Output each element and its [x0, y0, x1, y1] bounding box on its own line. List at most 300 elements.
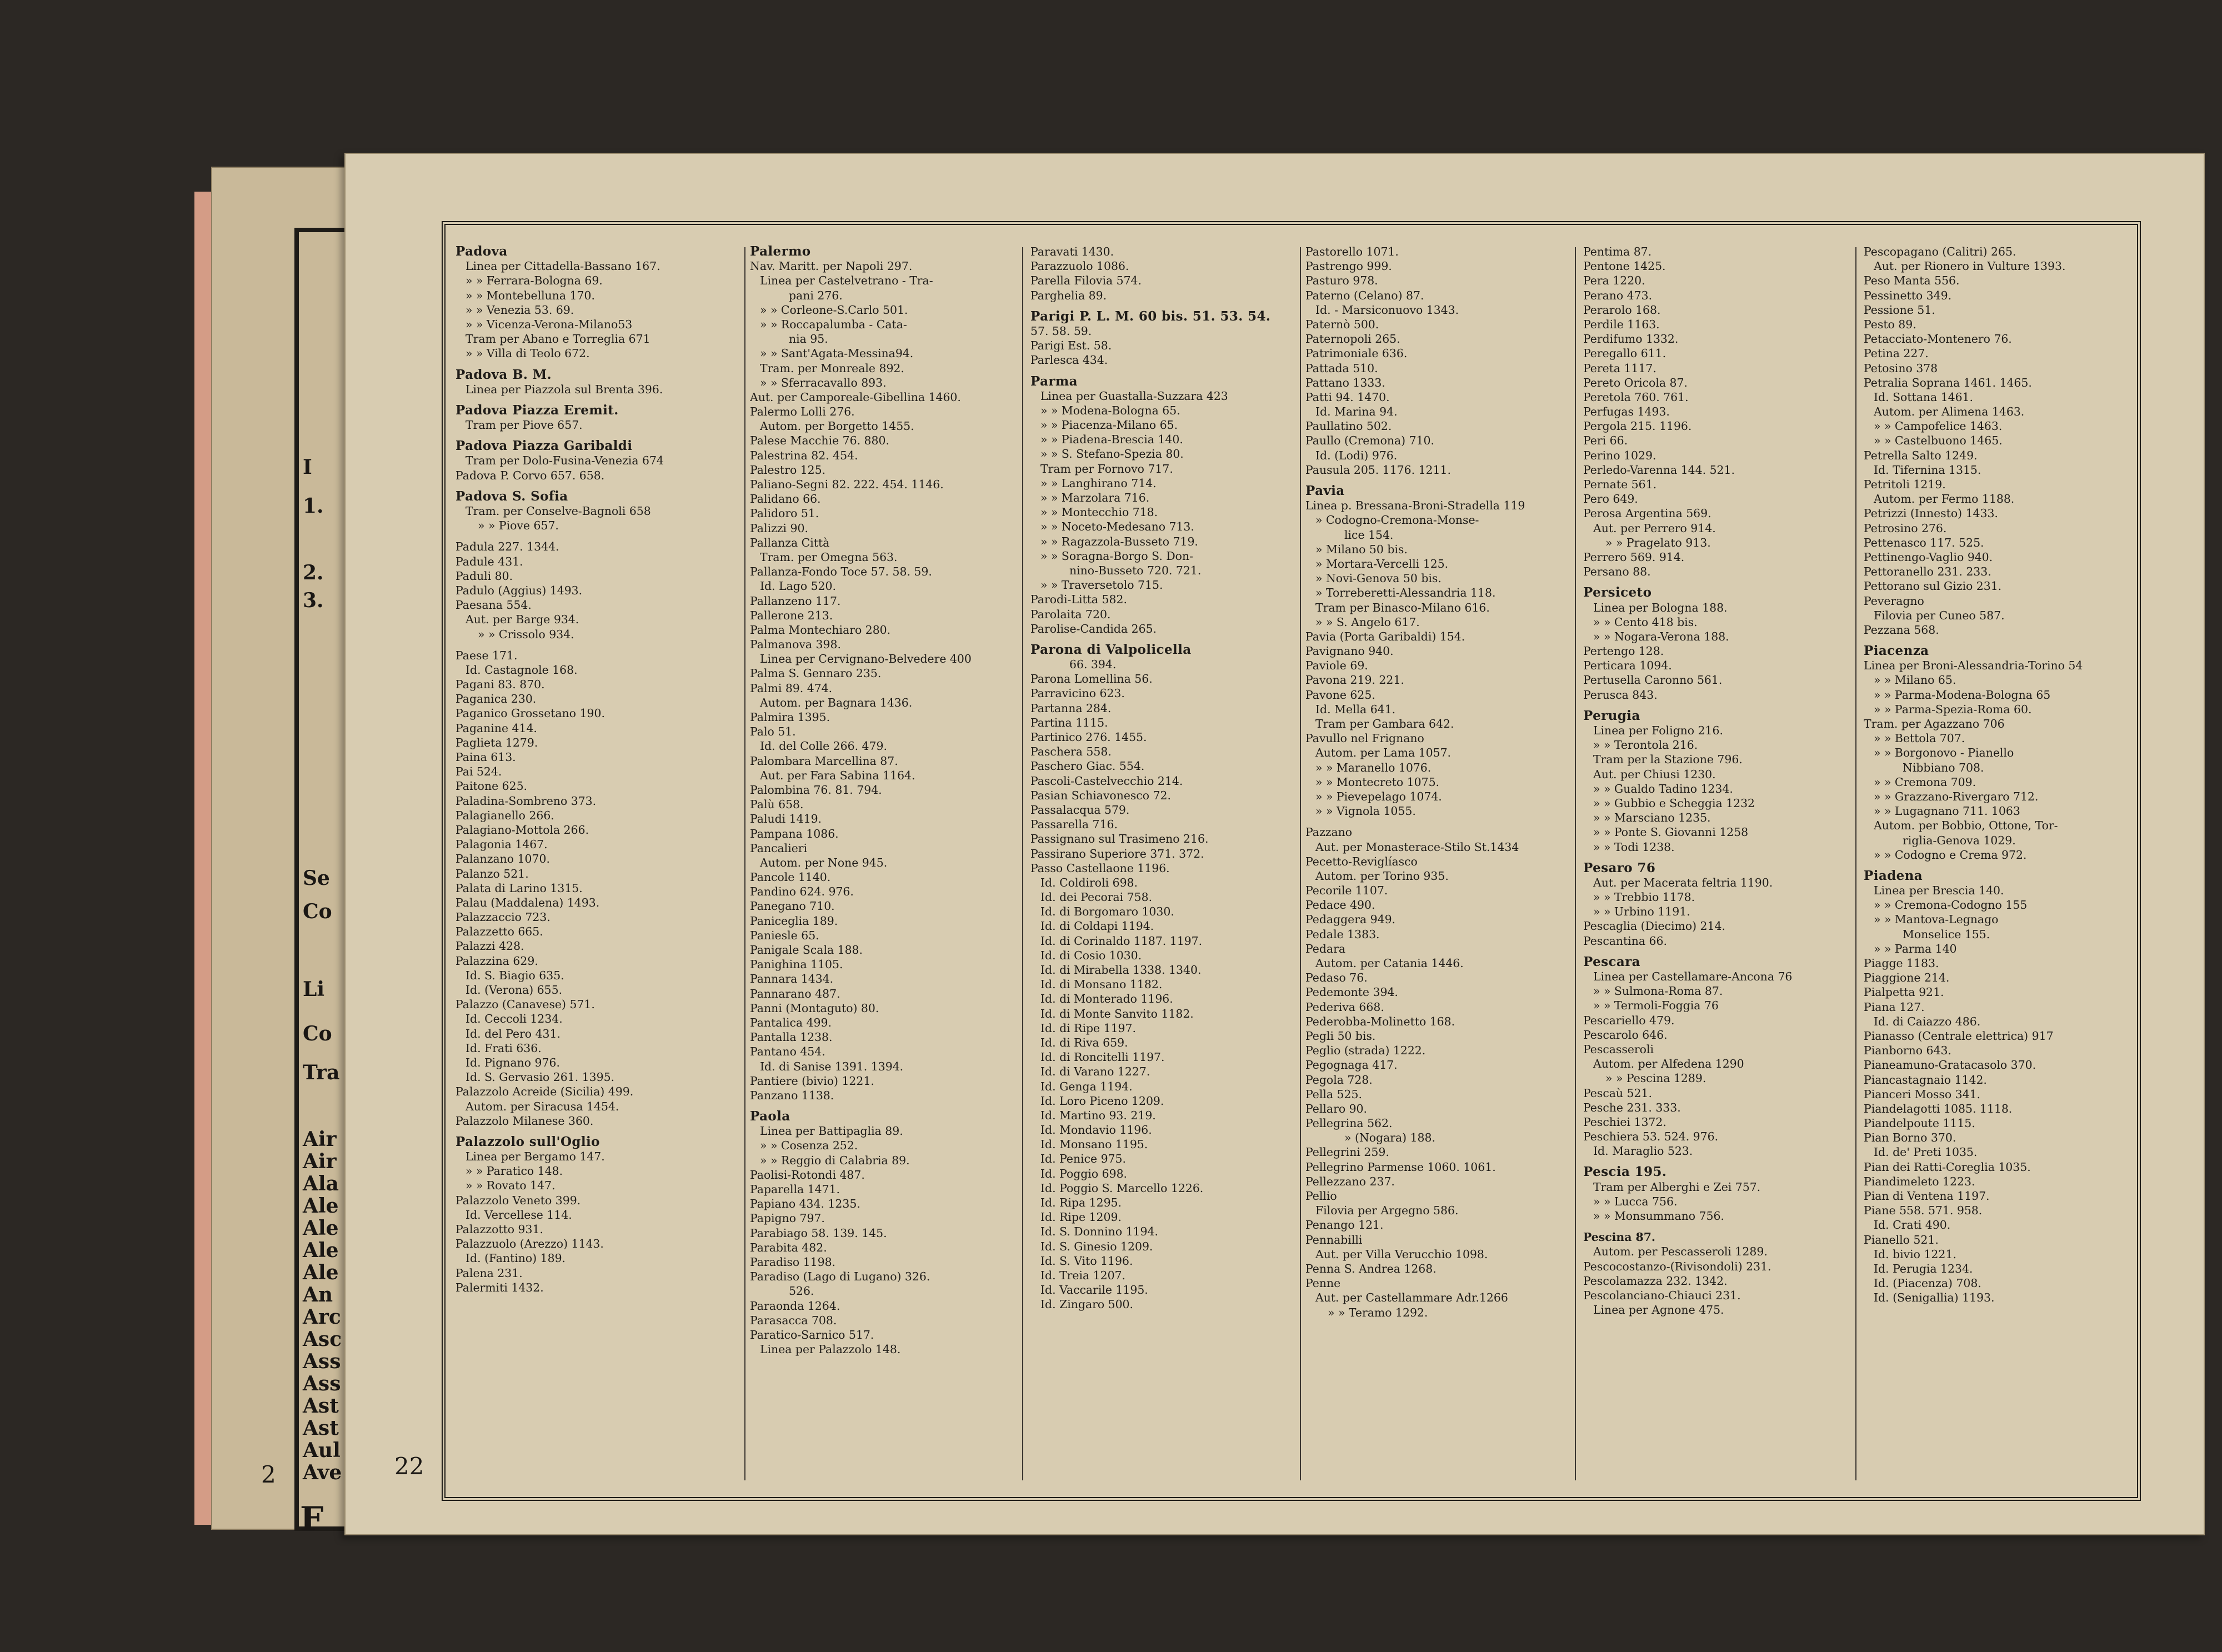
index-entry: Id. Tifernina 1315.: [1874, 463, 1981, 477]
entry-gap: [1583, 948, 1841, 955]
index-entry: Pallanza Città: [750, 535, 830, 549]
index-entry: Panzano 1138.: [750, 1088, 834, 1102]
index-entry: Pessione 51.: [1864, 303, 1935, 317]
index-entry: Panighina 1105.: [750, 958, 843, 972]
index-entry: Pernate 561.: [1583, 478, 1657, 491]
index-entry: Palizzi 90.: [750, 521, 808, 535]
index-entry: Pantalica 499.: [750, 1015, 832, 1029]
index-entry: Id. di Riva 659.: [1040, 1035, 1128, 1049]
index-entry: Pannara 1434.: [750, 972, 834, 986]
index-entry: » » Traversetolo 715.: [1040, 578, 1163, 592]
index-entry: Perosa Argentina 569.: [1583, 507, 1711, 520]
under-page-line: Ast: [303, 1416, 339, 1440]
index-entry: Paviole 69.: [1305, 659, 1368, 673]
index-entry: Linea per Agnone 475.: [1593, 1303, 1724, 1317]
index-entry: » » Venezia 53. 69.: [466, 303, 574, 317]
under-page-line: 2.: [303, 561, 324, 584]
index-entry: pani 276.: [789, 288, 843, 302]
index-entry: Pedaggera 949.: [1305, 913, 1396, 927]
index-entry: » » Cremona-Codogno 155: [1874, 898, 2028, 912]
index-entry: Palazzuolo (Arezzo) 1143.: [456, 1237, 604, 1251]
column-divider: [744, 247, 745, 1480]
index-entry: Penne: [1305, 1276, 1341, 1290]
index-entry: Autom. per Catania 1446.: [1315, 957, 1464, 970]
entry-gap: [1583, 702, 1841, 709]
index-entry: Pianello 521.: [1864, 1233, 1939, 1246]
index-entry: » » Marsciano 1235.: [1593, 811, 1711, 825]
index-entry: Id. S. Vito 1196.: [1040, 1254, 1133, 1268]
index-entry: Linea per Broni-Alessandria-Torino 54: [1864, 659, 2083, 673]
index-entry: » » Termoli-Foggia 76: [1593, 999, 1719, 1013]
index-entry: » » Pievepelago 1074.: [1315, 789, 1442, 803]
station-heading: Pesaro 76: [1583, 860, 1656, 875]
index-entry: Pescantina 66.: [1583, 934, 1667, 948]
index-entry: Id. (Fantino) 189.: [466, 1251, 566, 1265]
under-page-line: F: [300, 1500, 324, 1539]
index-entry: Id. Monsano 1195.: [1040, 1138, 1148, 1152]
index-entry: Aut. per Rionero in Vulture 1393.: [1874, 259, 2066, 273]
entry-gap: [456, 1128, 714, 1135]
index-entry: Autom. per Borgetto 1455.: [760, 419, 914, 433]
index-entry: Panegano 710.: [750, 899, 835, 913]
index-entry: Pecetto-Reviglíasco: [1305, 854, 1418, 868]
index-entry: » » Trebbio 1178.: [1593, 890, 1695, 904]
index-entry: Palmi 89. 474.: [750, 681, 833, 695]
index-entry: Pegognaga 417.: [1305, 1058, 1398, 1072]
station-heading: Pavia: [1305, 484, 1345, 498]
index-column-5: [1583, 244, 1841, 1317]
index-entry: Pellezzano 237.: [1305, 1174, 1395, 1188]
index-entry: Linea per Cittadella-Bassano 167.: [466, 259, 660, 273]
index-entry: Pereto Oricola 87.: [1583, 376, 1688, 389]
index-entry: » » Sant'Agata-Messina94.: [760, 347, 914, 361]
index-column-3: [1030, 244, 1289, 1312]
index-entry: » » Parma 140: [1874, 942, 1957, 955]
index-entry: Pecorile 1107.: [1305, 884, 1388, 898]
index-entry: Pattada 510.: [1305, 361, 1378, 375]
index-entry: Id. del Colle 266. 479.: [760, 739, 887, 753]
index-entry: Pederiva 668.: [1305, 1000, 1384, 1014]
index-entry: Pantano 454.: [750, 1045, 825, 1059]
entry-gap: [1864, 637, 2122, 644]
index-entry: Partinico 276. 1455.: [1030, 730, 1147, 744]
index-entry: Palestrina 82. 454.: [750, 448, 858, 462]
index-entry: Partina 1115.: [1030, 715, 1108, 729]
index-entry: Autom. per None 945.: [760, 855, 888, 869]
index-entry: nino-Busseto 720. 721.: [1069, 563, 1202, 577]
index-entry: Id. di Monsano 1182.: [1040, 978, 1163, 992]
index-entry: Pertengo 128.: [1583, 644, 1664, 658]
under-page-line: Air: [303, 1150, 337, 1173]
index-entry: » » Cosenza 252.: [760, 1139, 858, 1153]
station-heading: Palazzolo sull'Oglio: [456, 1134, 600, 1149]
entry-gap: [1305, 818, 1564, 825]
index-entry: » » Gualdo Tadino 1234.: [1593, 782, 1733, 795]
index-entry: Id. di Monte Sanvito 1182.: [1040, 1007, 1194, 1020]
index-entry: Autom. per Alimena 1463.: [1874, 405, 2025, 419]
index-entry: Palazzaccio 723.: [456, 910, 551, 924]
index-entry: Pavullo nel Frignano: [1305, 732, 1424, 745]
index-entry: Parasacca 708.: [750, 1313, 837, 1327]
index-entry: lice 154.: [1344, 528, 1394, 542]
index-entry: Id. Poggio 698.: [1040, 1167, 1128, 1180]
index-entry: Id. Vaccarile 1195.: [1040, 1283, 1148, 1297]
index-entry: Aut. per Macerata feltria 1190.: [1593, 875, 1773, 889]
index-entry: Perino 1029.: [1583, 448, 1657, 462]
index-entry: Paduli 80.: [456, 569, 513, 583]
index-entry: Parravicino 623.: [1030, 687, 1125, 700]
index-entry: Padova P. Corvo 657. 658.: [456, 468, 605, 482]
index-entry: Perfugas 1493.: [1583, 405, 1670, 419]
under-page-line: Air: [303, 1128, 337, 1151]
index-entry: » » Ponte S. Giovanni 1258: [1593, 825, 1749, 839]
index-entry: » » Vignola 1055.: [1315, 804, 1416, 818]
index-entry: Panni (Montaguto) 80.: [750, 1001, 879, 1015]
station-heading: Parma: [1030, 374, 1078, 389]
index-entry: Pescolanciano-Chiauci 231.: [1583, 1288, 1741, 1302]
index-entry: Aut. per Chiusi 1230.: [1593, 767, 1716, 781]
index-entry: Id. S. Biagio 635.: [466, 968, 564, 982]
index-entry: Perusca 843.: [1583, 688, 1658, 702]
entry-gap: [1030, 636, 1289, 643]
index-entry: Tram per Fornovo 717.: [1040, 462, 1173, 475]
index-entry: Id. (Piacenza) 708.: [1874, 1276, 1981, 1290]
index-entry: Pagani 83. 870.: [456, 678, 545, 692]
index-entry: Paesana 554.: [456, 598, 532, 612]
index-entry: Tram per Binasco-Milano 616.: [1315, 600, 1490, 614]
index-entry: Pantiere (bivio) 1221.: [750, 1074, 874, 1088]
index-entry: Palazzolo Milanese 360.: [456, 1114, 594, 1128]
index-entry: » » Borgonovo - Pianello: [1874, 746, 2014, 760]
index-entry: Aut. per Castellammare Adr.1266: [1315, 1291, 1508, 1305]
index-entry: Linea per Bergamo 147.: [466, 1150, 605, 1164]
index-entry: Id. del Pero 431.: [466, 1027, 560, 1040]
index-entry: Palma S. Gennaro 235.: [750, 667, 882, 680]
index-entry: Passignano sul Trasimeno 216.: [1030, 832, 1209, 846]
index-entry: Piagge 1183.: [1864, 957, 1939, 970]
index-entry: Pennabilli: [1305, 1233, 1363, 1246]
under-page-line: Co: [303, 1022, 332, 1045]
column-divider: [1300, 247, 1301, 1480]
index-entry: » » Ragazzola-Busseto 719.: [1040, 534, 1198, 548]
under-page-line: Ave: [303, 1461, 342, 1484]
index-entry: Pessinetto 349.: [1864, 288, 1952, 302]
index-entry: Pero 649.: [1583, 492, 1638, 506]
index-entry: Tram per Piove 657.: [466, 418, 583, 432]
index-entry: Palanzano 1070.: [456, 852, 550, 866]
entry-gap: [456, 483, 714, 489]
index-entry: Pianasso (Centrale elettrica) 917: [1864, 1029, 2054, 1043]
index-entry: Id. di Cosio 1030.: [1040, 948, 1142, 962]
index-entry: Passirano Superiore 371. 372.: [1030, 847, 1204, 860]
index-entry: Tram. per Omegna 563.: [760, 550, 898, 564]
index-entry: Pian Borno 370.: [1864, 1131, 1956, 1145]
index-entry: Pallanza-Fondo Toce 57. 58. 59.: [750, 565, 932, 579]
entry-gap: [456, 533, 714, 539]
under-page-line: Ass: [303, 1350, 341, 1373]
index-entry: Tram. per Monreale 892.: [760, 361, 904, 375]
entry-gap: [1583, 854, 1841, 861]
index-entry: Aut. per Villa Verucchio 1098.: [1315, 1247, 1488, 1261]
index-entry: Paternò 500.: [1305, 317, 1379, 331]
index-entry: » » Reggio di Calabria 89.: [760, 1153, 910, 1167]
index-entry: Paolisi-Rotondi 487.: [750, 1168, 865, 1182]
index-entry: » » Parma-Modena-Bologna 65: [1874, 688, 2051, 702]
index-entry: Piandimeleto 1223.: [1864, 1174, 1975, 1188]
index-entry: Palermo Lolli 276.: [750, 405, 855, 419]
index-entry: Tram. per Conselve-Bagnoli 658: [466, 504, 651, 518]
index-entry: » » Todi 1238.: [1593, 840, 1675, 854]
index-entry: Paniesle 65.: [750, 928, 819, 942]
entry-gap: [1583, 579, 1841, 585]
index-entry: » » Piadena-Brescia 140.: [1040, 433, 1183, 447]
index-entry: Paludi 1419.: [750, 812, 822, 826]
index-entry: Id. Marina 94.: [1315, 405, 1398, 419]
index-entry: Pereta 1117.: [1583, 361, 1657, 375]
index-entry: 57. 58. 59.: [1030, 324, 1092, 338]
index-entry: Id. Mondavio 1196.: [1040, 1123, 1152, 1137]
index-entry: Penna S. Andrea 1268.: [1305, 1261, 1437, 1275]
index-entry: Petritoli 1219.: [1864, 478, 1946, 491]
index-entry: Id. di Roncitelli 1197.: [1040, 1050, 1165, 1064]
index-entry: Palata di Larino 1315.: [456, 881, 583, 895]
index-entry: » » Piove 657.: [478, 519, 559, 533]
index-entry: Patti 94. 1470.: [1305, 390, 1390, 404]
station-heading: Padova B. M.: [456, 367, 552, 382]
index-entry: Pettenasco 117. 525.: [1864, 535, 1984, 549]
index-entry: » » Gubbio e Scheggia 1232: [1593, 796, 1755, 810]
index-entry: Paniceglia 189.: [750, 914, 838, 928]
index-entry: Pezzana 568.: [1864, 623, 1939, 637]
index-entry: » » Montecchio 718.: [1040, 505, 1158, 519]
index-entry: Linea per Guastalla-Suzzara 423: [1040, 389, 1228, 403]
index-entry: » » S. Stefano-Spezia 80.: [1040, 447, 1184, 461]
index-entry: Persano 88.: [1583, 565, 1651, 579]
index-entry: Pellegrini 259.: [1305, 1145, 1389, 1159]
index-entry: Paina 613.: [456, 750, 516, 764]
index-entry: Tram. per Agazzano 706: [1864, 717, 2005, 730]
index-column-6: [1864, 244, 2122, 1305]
station-heading: Piacenza: [1864, 644, 1929, 659]
index-entry: » » Mantova-Legnago: [1874, 913, 1999, 927]
index-entry: » » Monsummano 756.: [1593, 1209, 1724, 1223]
station-heading: Persiceto: [1583, 585, 1652, 600]
station-heading: Padova: [456, 244, 508, 259]
index-entry: Palmanova 398.: [750, 638, 841, 652]
index-entry: » » Piacenza-Milano 65.: [1040, 418, 1178, 432]
index-entry: Id. di Ripe 1197.: [1040, 1021, 1136, 1035]
index-entry: Palese Macchie 76. 880.: [750, 434, 889, 448]
entry-gap: [750, 1103, 1008, 1109]
index-entry: Pella 525.: [1305, 1087, 1362, 1101]
index-entry: Id. Penice 975.: [1040, 1152, 1126, 1166]
index-entry: Monselice 155.: [1903, 927, 1990, 941]
index-entry: Palma Montechiaro 280.: [750, 623, 891, 637]
station-heading: Palermo: [750, 244, 811, 259]
index-entry: Pianceri Mosso 341.: [1864, 1087, 1981, 1101]
index-entry: Id. - Marsiconuovo 1343.: [1315, 303, 1459, 317]
index-entry: Pastrengo 999.: [1305, 259, 1392, 273]
index-entry: Pian dei Ratti-Coreglia 1035.: [1864, 1160, 2031, 1174]
index-entry: » » Codogno e Crema 972.: [1874, 848, 2027, 862]
index-entry: Id. Ripe 1209.: [1040, 1210, 1122, 1224]
index-entry: » » Soragna-Borgo S. Don-: [1040, 549, 1193, 563]
index-entry: Paschero Giac. 554.: [1030, 759, 1145, 773]
index-entry: Perarolo 168.: [1583, 303, 1661, 317]
index-entry: » » Vicenza-Verona-Milano53: [466, 317, 633, 331]
index-entry: Id. S. Donnino 1194.: [1040, 1225, 1158, 1239]
index-entry: Pertusella Caronno 561.: [1583, 673, 1723, 687]
index-entry: Tram per la Stazione 796.: [1593, 753, 1743, 767]
index-entry: Filovia per Cuneo 587.: [1874, 608, 2005, 622]
index-entry: » » Montebelluna 170.: [466, 288, 595, 302]
index-entry: » » Sferracavallo 893.: [760, 376, 887, 389]
under-page-line: Ala: [303, 1172, 339, 1195]
index-entry: Paratico-Sarnico 517.: [750, 1328, 874, 1341]
index-entry: Aut. per Fara Sabina 1164.: [760, 768, 915, 782]
index-entry: Peregallo 611.: [1583, 347, 1666, 361]
index-entry: Parolaita 720.: [1030, 607, 1111, 621]
index-entry: Pianeamuno-Gratacasolo 370.: [1864, 1058, 2036, 1072]
index-entry: Parghelia 89.: [1030, 288, 1107, 302]
index-entry: Id. Vercellese 114.: [466, 1208, 572, 1222]
station-heading: Pescara: [1583, 954, 1640, 969]
entry-gap: [1305, 477, 1564, 484]
index-entry: Linea per Castellamare-Ancona 76: [1593, 970, 1793, 983]
index-entry: Padulo (Aggius) 1493.: [456, 583, 583, 597]
index-entry: Palanzo 521.: [456, 867, 529, 880]
index-entry: » » Pescina 1289.: [1605, 1072, 1706, 1085]
index-entry: » » Terontola 216.: [1593, 738, 1698, 752]
index-entry: » » Crissolo 934.: [478, 627, 574, 641]
index-entry: Pegli 50 bis.: [1305, 1029, 1376, 1043]
index-entry: » Mortara-Vercelli 125.: [1315, 557, 1449, 570]
index-entry: » » Nogara-Verona 188.: [1593, 629, 1729, 643]
index-entry: » » Lucca 756.: [1593, 1194, 1678, 1208]
index-entry: Linea per Battipaglia 89.: [760, 1124, 903, 1138]
index-entry: Panigale Scala 188.: [750, 943, 863, 957]
index-entry: » » Bettola 707.: [1874, 732, 1965, 745]
index-entry: Parigi Est. 58.: [1030, 339, 1112, 353]
entry-gap: [456, 361, 714, 368]
index-entry: » » Maranello 1076.: [1315, 760, 1432, 774]
index-entry: » » Noceto-Medesano 713.: [1040, 520, 1194, 534]
index-entry: Palombara Marcellina 87.: [750, 754, 898, 768]
index-entry: Perdile 1163.: [1583, 317, 1660, 331]
index-entry: Piandelagotti 1085. 1118.: [1864, 1102, 2013, 1115]
index-entry: » » Urbino 1191.: [1593, 905, 1690, 919]
index-entry: Paliano-Segni 82. 222. 454. 1146.: [750, 478, 944, 491]
index-entry: Petrella Salto 1249.: [1864, 448, 1978, 462]
under-page-line: Tra: [303, 1061, 340, 1084]
index-entry: Id. (Verona) 655.: [466, 983, 563, 997]
under-page-line: Arc: [303, 1305, 341, 1329]
index-entry: Id. Lago 520.: [760, 579, 836, 593]
index-entry: Pancalieri: [750, 841, 808, 855]
index-entry: Nav. Maritt. per Napoli 297.: [750, 259, 913, 273]
index-entry: » » Pragelato 913.: [1605, 535, 1711, 549]
under-page-line: Ale: [303, 1194, 339, 1218]
index-entry: Pialpetta 921.: [1864, 985, 1944, 999]
index-entry: Tram per Abano e Torreglia 671: [466, 332, 650, 346]
index-column-4: [1305, 244, 1564, 1320]
index-entry: Petrosino 276.: [1864, 521, 1947, 535]
index-entry: Pescasseroli: [1583, 1042, 1654, 1056]
column-divider: [1022, 247, 1023, 1480]
index-entry: Palmira 1395.: [750, 710, 830, 724]
index-entry: Perrero 569. 914.: [1583, 550, 1685, 564]
index-entry: 526.: [789, 1284, 814, 1298]
index-entry: Palazzolo Veneto 399.: [456, 1193, 581, 1207]
index-entry: Id. S. Ginesio 1209.: [1040, 1239, 1153, 1253]
index-entry: Petosino 378: [1864, 361, 1938, 375]
index-entry: » » Montecreto 1075.: [1315, 775, 1440, 789]
index-entry: » Torreberetti-Alessandria 118.: [1315, 586, 1496, 600]
index-column-2: [750, 244, 1008, 1356]
under-page-line: Ast: [303, 1394, 339, 1418]
index-entry: Id. Maraglio 523.: [1593, 1144, 1693, 1158]
under-page-line: I: [303, 455, 312, 479]
index-entry: Autom. per Torino 935.: [1315, 869, 1449, 883]
station-heading: Padova Piazza Garibaldi: [456, 439, 633, 454]
index-entry: » » Sulmona-Roma 87.: [1593, 984, 1723, 998]
index-entry: Id. di Varano 1227.: [1040, 1065, 1150, 1079]
index-entry: Pallanzeno 117.: [750, 594, 841, 608]
index-entry: Palù 658.: [750, 798, 804, 812]
index-entry: Paterno (Celano) 87.: [1305, 288, 1424, 302]
index-entry: Linea per Palazzolo 148.: [760, 1343, 901, 1356]
under-page-line: An: [303, 1283, 333, 1306]
index-entry: Palestro 125.: [750, 463, 826, 477]
index-entry: Patrimoniale 636.: [1305, 347, 1408, 361]
index-entry: Paradiso 1198.: [750, 1255, 836, 1269]
index-entry: » Milano 50 bis.: [1315, 542, 1408, 556]
index-entry: Tram per Gambara 642.: [1315, 717, 1454, 730]
index-entry: Palidoro 51.: [750, 507, 819, 520]
index-entry: Id. di Sanise 1391. 1394.: [760, 1059, 904, 1073]
index-entry: Id. S. Gervasio 261. 1395.: [466, 1070, 615, 1084]
index-entry: Pavignano 940.: [1305, 644, 1394, 658]
index-entry: Pescarolo 646.: [1583, 1028, 1668, 1042]
index-entry: Peso Manta 556.: [1864, 274, 1960, 288]
under-page-line: Ale: [303, 1217, 339, 1240]
index-entry: Parona Lomellina 56.: [1030, 672, 1153, 686]
index-entry: Palazzo (Canavese) 571.: [456, 998, 595, 1012]
index-entry: Aut. per Camporeale-Gibellina 1460.: [750, 390, 961, 404]
under-page-line: Asc: [303, 1328, 342, 1351]
index-entry: Paternopoli 265.: [1305, 332, 1400, 346]
entry-gap: [456, 642, 714, 648]
index-entry: nia 95.: [789, 332, 828, 346]
index-entry: Petrizzi (Innesto) 1433.: [1864, 507, 1998, 520]
entry-gap: [1030, 368, 1289, 374]
index-entry: Autom. per Siracusa 1454.: [466, 1099, 619, 1113]
index-entry: Parella Filovia 574.: [1030, 274, 1142, 288]
index-entry: Pescaglia (Diecimo) 214.: [1583, 919, 1725, 933]
index-entry: Parabita 482.: [750, 1240, 827, 1254]
index-entry: Id. di Caiazzo 486.: [1874, 1014, 1981, 1028]
index-entry: Perledo-Varenna 144. 521.: [1583, 463, 1735, 477]
index-entry: Id. Frati 636.: [466, 1041, 542, 1055]
index-entry: Autom. per Fermo 1188.: [1874, 492, 2015, 506]
index-entry: Petacciato-Montenero 76.: [1864, 332, 2012, 346]
index-entry: Peschiera 53. 524. 976.: [1583, 1130, 1719, 1144]
index-entry: Parazzuolo 1086.: [1030, 259, 1129, 273]
entry-gap: [456, 432, 714, 439]
index-entry: Linea per Piazzola sul Brenta 396.: [466, 382, 663, 396]
index-entry: » » Corleone-S.Carlo 501.: [760, 303, 908, 317]
index-entry: Paitone 625.: [456, 779, 528, 793]
